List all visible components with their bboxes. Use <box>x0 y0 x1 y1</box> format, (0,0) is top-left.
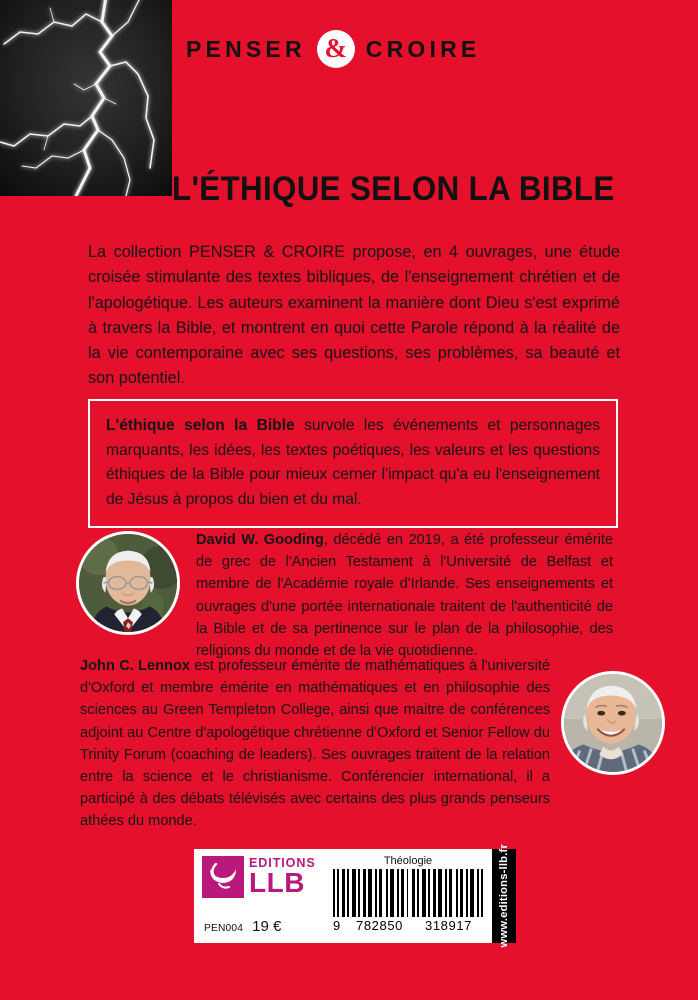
collection-header <box>186 28 480 70</box>
publisher-logo <box>202 856 324 898</box>
callout-box <box>88 399 618 528</box>
barcode-block <box>324 849 492 943</box>
price-row <box>204 918 281 935</box>
author-bio-lennox <box>80 655 550 833</box>
callout-lead: L'éthique selon la Bible <box>106 417 295 434</box>
ean-right-group: 318917 <box>425 918 472 933</box>
portrait-smiling-man-striped-shirt-icon <box>564 674 662 772</box>
intro-paragraph: La collection PENSER & CROIRE propose, en 4 ouvrages, une étude croisée stimulante des textes bibliques, de l'enseignement chrétien et de l'apologétique. Les auteurs examinent la manière dont Dieu s'est exprimé à travers la Bible, et montrent en quoi cette Parole répond à la réalité de la vie contemporaine avec ses questions, ses problèmes, sa beauté et son potentiel. <box>88 243 620 388</box>
website-url[interactable]: www.editions-llb.fr <box>498 844 510 948</box>
collection-word-penser: PENSER <box>186 35 306 62</box>
publisher-block <box>194 849 324 943</box>
llb-lamp-icon <box>202 856 244 898</box>
reference-code: PEN004 <box>204 923 244 934</box>
collection-word-croire: CROIRE <box>365 35 481 62</box>
author-bio-gooding <box>196 529 613 662</box>
ampersand-glyph: & <box>324 32 348 63</box>
publisher-editions-label: EDITIONS <box>249 856 316 870</box>
ean-first-digit: 9 <box>333 918 341 933</box>
lightning-cover-image <box>0 0 172 196</box>
author-bio-text-gooding: , décédé en 2019, a été professeur émérite de grec de l'Ancien Testament à l'Université de Belfast et membre de l'Académie royale d'Irlande. Ses enseignements et ouvrages d'une portée internationale traitent de l'authenticité de la Bible et de sa pertinence sur le plan de la philosophie, des religions du monde et de la vie quotidienne. <box>196 532 613 660</box>
avatar-lennox <box>561 671 665 775</box>
website-strip[interactable] <box>492 844 516 948</box>
author-name-lennox: John C. Lennox <box>80 658 191 674</box>
publisher-name-label: LLB <box>249 866 305 898</box>
lightning-bolt-photo <box>0 0 172 196</box>
price-label: 19 € <box>252 918 282 935</box>
portrait-elderly-man-glasses-icon <box>79 534 177 632</box>
ean13-barcode-icon <box>333 869 483 917</box>
footer-strip <box>194 844 516 948</box>
callout-text <box>106 414 600 512</box>
ean-digits <box>333 918 483 933</box>
category-label: Théologie <box>383 855 433 867</box>
ampersand-badge <box>317 30 355 68</box>
ean-left-group: 782850 <box>356 918 403 933</box>
callout-body: survole les événements et personnages marquants, les idées, les textes poétiques, les valeurs et les questions éthiques de la Bible pour mieux cerner l'impact qu'a eu l'enseignement de Jésus à propos du bien et du mal. <box>106 417 600 508</box>
author-bio-text-lennox: est professeur émérite de mathématiques à l'université d'Oxford et membre émérite en mathématiques et en philosophie des sciences au Green Templeton College, ainsi que maitre de conférences adjoint au Centre d'apologétique chrétienne d'Oxford et Senior Fellow du Trinity Forum (coaching de leaders). Ses ouvrages traitent de la relation entre la science et le christianisme. Conférencier international, il a participé à des débats télévisés avec certains des plus grands penseurs athées du monde. <box>80 658 551 830</box>
book-title: L'ÉTHIQUE SELON LA BIBLE <box>172 170 615 208</box>
publisher-wordmark <box>249 856 316 897</box>
author-name-gooding: David W. Gooding <box>196 532 324 548</box>
avatar-gooding <box>76 531 180 635</box>
